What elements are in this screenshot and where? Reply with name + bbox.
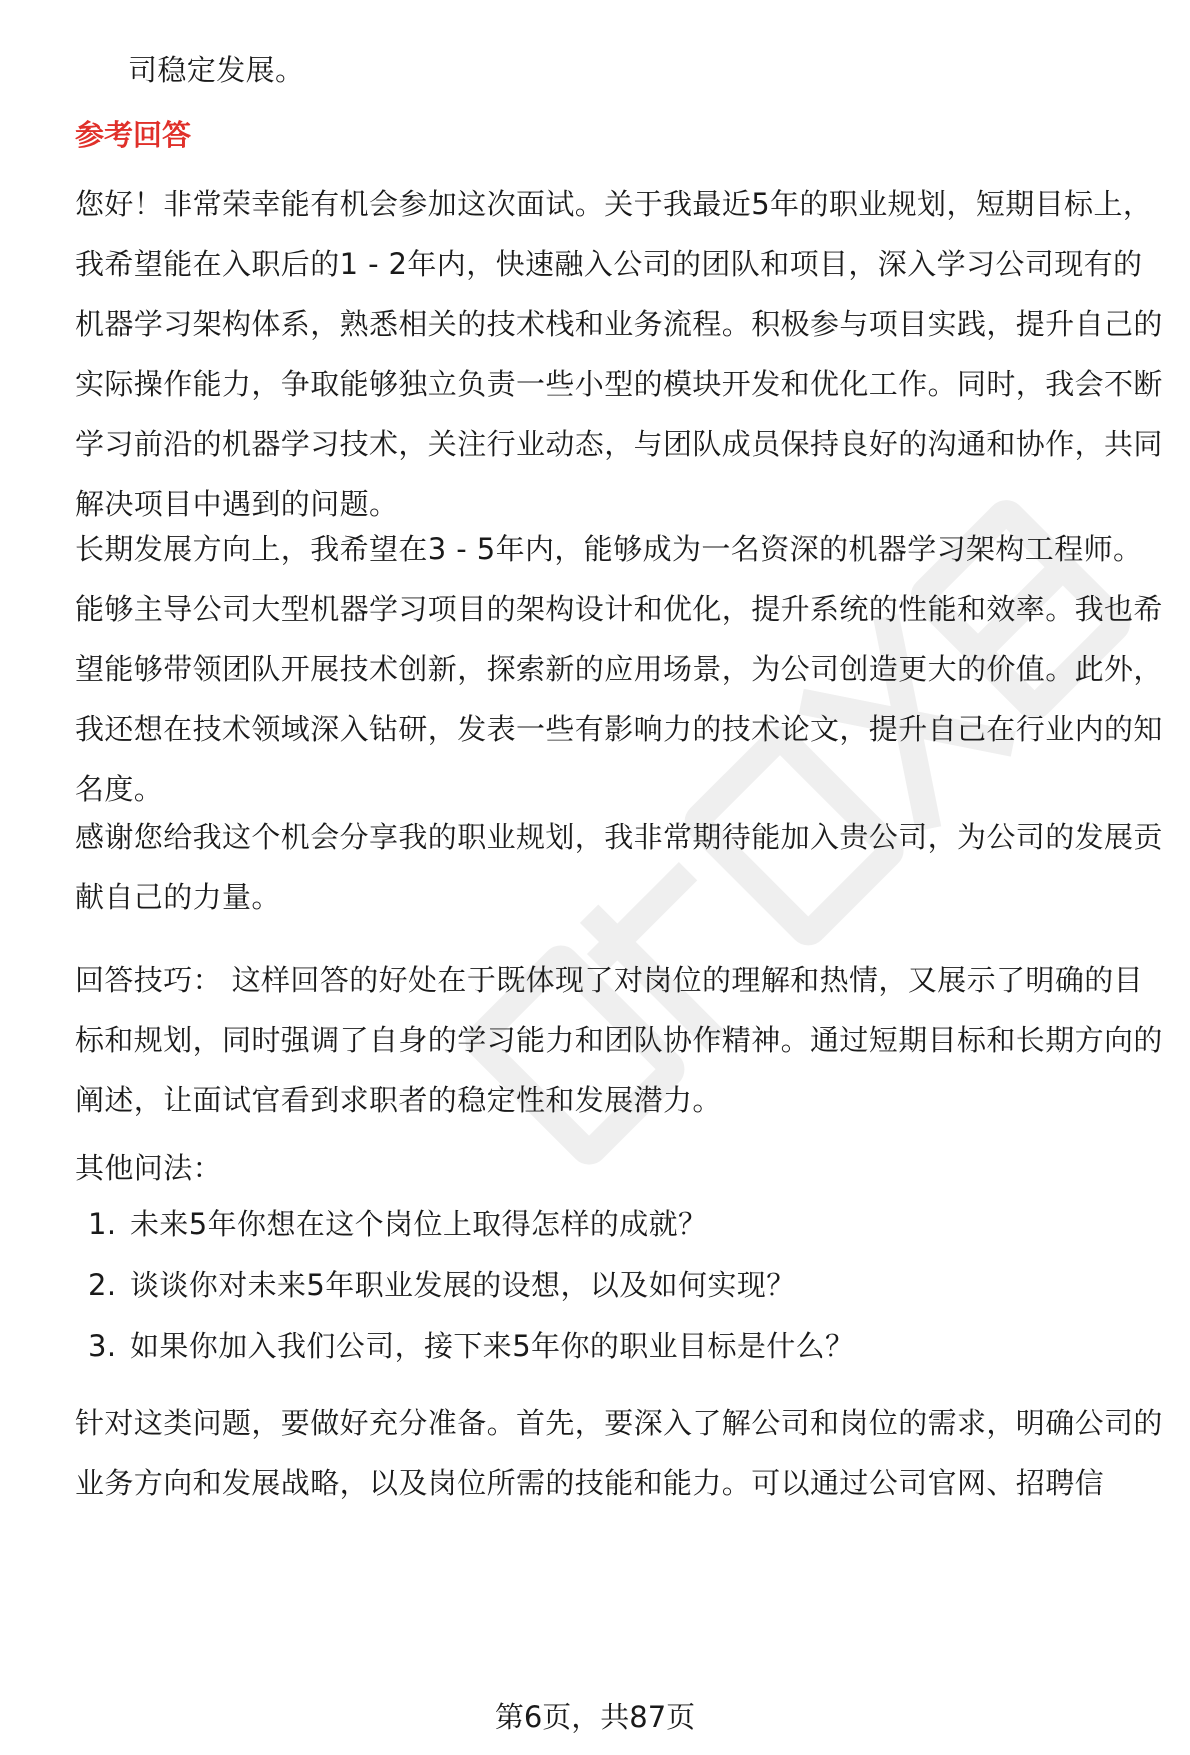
preparation-paragraph: 针对这类问题，要做好充分准备。首先，要深入了解公司和岗位的需求，明确公司的业务方向和发展战略，以及岗位所需的技能和能力。可以通过公司官网、招聘信 bbox=[75, 1406, 1163, 1500]
list-item-text: 谈谈你对未来5年职业发展的设想，以及如何实现？ bbox=[130, 1268, 796, 1302]
answer-paragraph-long-term: 长期发展方向上，我希望在3 - 5年内，能够成为一名资深的机器学习架构工程师。能够主导公司大型机器学习项目的架构设计和优化，提升系统的性能和效率。我也希望能够带领团队开展技术创新，探索新的应用场景，为公司创造更大的价值。此外，我还想在技术领域深入钻研，发表一些有影响力的技术论文，提升自己在行业内的知名度。 bbox=[75, 532, 1163, 806]
section-heading: 参考回答 bbox=[75, 118, 192, 152]
list-item bbox=[88, 1316, 854, 1377]
other-questions-list bbox=[88, 1194, 854, 1377]
answer-paragraph-short-term: 您好！非常荣幸能有机会参加这次面试。关于我最近5年的职业规划，短期目标上，我希望能在入职后的1 - 2年内，快速融入公司的团队和项目，深入学习公司现有的机器学习架构体系，熟悉相关的技术栈和业务流程。积极参与项目实践，提升自己的实际操作能力，争取能够独立负责一些小型的模块开发和优化工作。同时，我会不断学习前沿的机器学习技术，关注行业动态，与团队成员保持良好的沟通和协作，共同解决项目中遇到的问题。 bbox=[75, 187, 1163, 521]
list-item-text: 未来5年你想在这个岗位上取得怎样的成就？ bbox=[130, 1207, 708, 1241]
answer-tips-paragraph: 回答技巧： 这样回答的好处在于既体现了对岗位的理解和热情，又展示了明确的目标和规划，同时强调了自身的学习能力和团队协作精神。通过短期目标和长期方向的阐述，让面试官看到求职者的稳定性和发展潜力。 bbox=[75, 963, 1163, 1117]
page-number-footer: 第6页，共87页 bbox=[494, 1700, 696, 1734]
list-item-number: 3. bbox=[88, 1329, 117, 1363]
answer-paragraph-thanks: 感谢您给我这个机会分享我的职业规划，我非常期待能加入贵公司，为公司的发展贡献自己的力量。 bbox=[75, 820, 1163, 914]
list-item-number: 1. bbox=[88, 1207, 117, 1241]
list-item bbox=[88, 1194, 854, 1255]
list-item-number: 2. bbox=[88, 1268, 117, 1302]
other-questions-label: 其他问法： bbox=[75, 1151, 223, 1185]
list-item bbox=[88, 1255, 854, 1316]
list-item-text: 如果你加入我们公司，接下来5年你的职业目标是什么？ bbox=[130, 1329, 855, 1363]
continuation-text: 司稳定发展。 bbox=[128, 53, 305, 87]
